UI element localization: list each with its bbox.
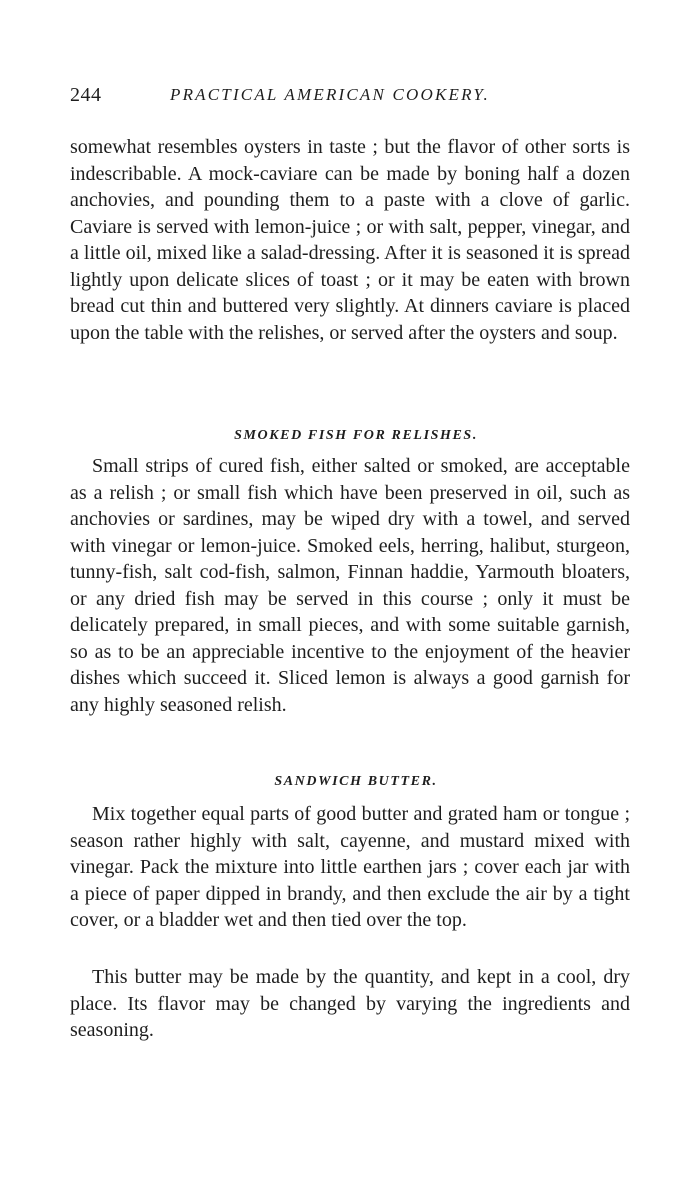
running-title: PRACTICAL AMERICAN COOKERY. [170,85,490,104]
section-heading-sandwich-butter: SANDWICH BUTTER. [274,774,438,789]
page-number: 244 [70,84,102,106]
section-heading-smoked-fish: SMOKED FISH FOR RELISHES. [234,428,478,443]
running-head [70,84,630,110]
paragraph-caviare-continued: somewhat resembles oysters in taste ; but the flavor of other sorts is indescribable. A mock-caviare can be made by boning half a dozen anchovies, and pounding them to a paste with a clove of garlic. Caviare is served with lemon-juice ; or with salt, pepper, vinegar, and a little oil, mixed like a salad-dressing. After it is seasoned it is spread lightly upon delicate slices of toast ; or it may be eaten with brown bread cut thin and buttered very slightly. At dinners caviare is placed upon the table with the relishes, or served after the oysters and soup. [70,136,630,344]
paragraph-smoked-fish: Small strips of cured fish, either salted or smoked, are acceptable as a relish ; or small fish which have been preserved in oil, such as anchovies or sardines, may be wiped dry with a towel, and served with vinegar or lemon-juice. Smoked eels, herring, halibut, sturgeon, tunny-fish, salt cod-fish, salmon, Finnan haddie, Yarmouth bloaters, or any dried fish may be served in this course ; only it must be delicately prepared, in small pieces, and with some suitable garnish, so as to be an appreciable incentive to the enjoyment of the heavier dishes which succeed it. Sliced lemon is always a good garnish for any highly seasoned relish. [70,455,630,716]
paragraph-sandwich-butter-recipe: Mix together equal parts of good butter and grated ham or tongue ; season rather highly with salt, cayenne, and mustard mixed with vinegar. Pack the mixture into little earthen jars ; cover each jar with a piece of paper dipped in brandy, and then exclude the air by a tight cover, or a bladder wet and then tied over the top. [70,803,630,931]
paragraph-sandwich-butter-storage: This butter may be made by the quantity, and kept in a cool, dry place. Its flavor may be changed by varying the ingredients and seasoning. [70,966,630,1041]
